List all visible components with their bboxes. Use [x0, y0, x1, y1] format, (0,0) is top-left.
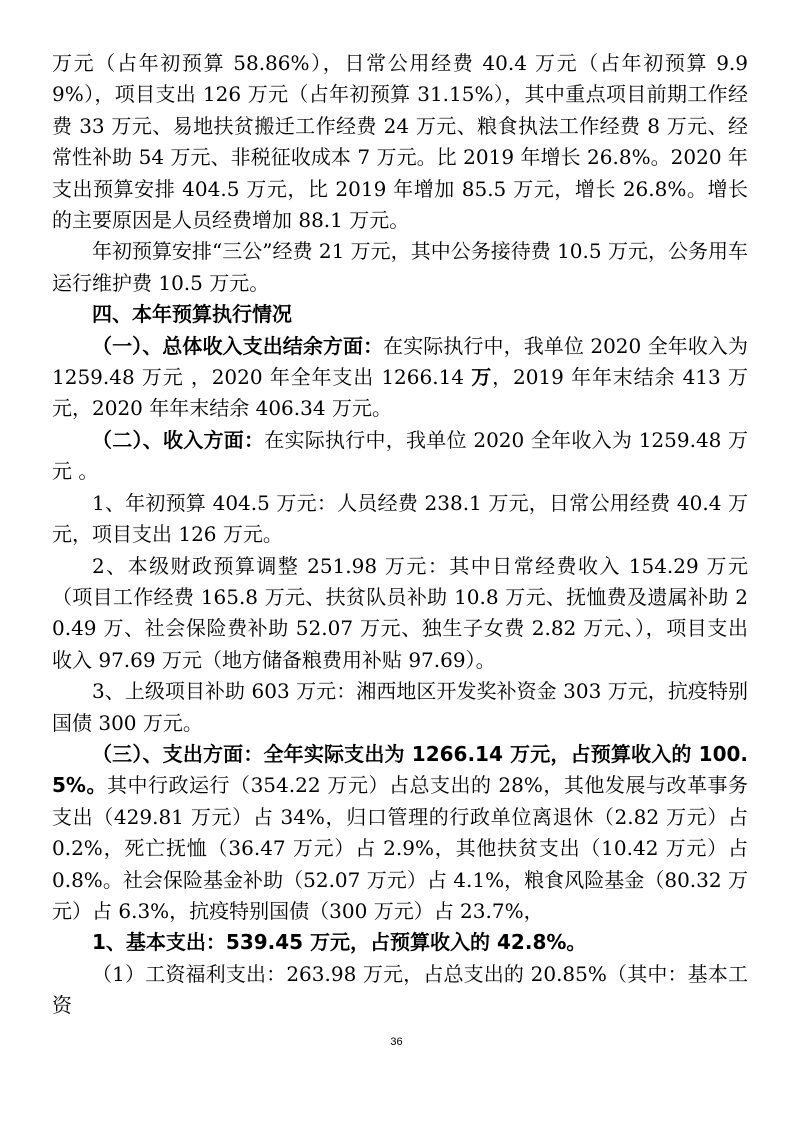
subsection-label-income: （二）、收入方面： — [92, 427, 265, 452]
paragraph-wage-welfare: （1）工资福利支出：263.98 万元，占总支出的 20.85%（其中：基本工资 — [52, 961, 748, 1018]
subsection-label-expenditure: （三）、支出方面：全年实际支出为 1266.14 万元，占预算收入的 100.5%。 — [52, 741, 748, 798]
paragraph-income-item-2: 2、本级财政预算调整 251.98 万元：其中日常经费收入 154.29 万元（项目工作经费 165.8 万元、扶贫队员补助 10.8 万元、抚恤费及遗属补助 20.49 万、社会保险费补助 52.07 万元、独生子女费 2.82 万元、），项目支出收入 97.69 万元（地方储备粮费用补贴 97.69）。 — [52, 553, 748, 672]
paragraph-overall-balance — [52, 331, 748, 425]
paragraph-income-item-3: 3、上级项目补助 603 万元：湘西地区开发奖补资金 303 万元，抗疫特别国债 300 万元。 — [52, 679, 748, 735]
overall-text-b: ，2019 年年末结余 413 万元，2020 年年末结余 406.34 万元。 — [52, 365, 748, 421]
paragraph-income — [52, 425, 748, 488]
heading-basic-expenditure: 1、基本支出：539.45 万元，占预算收入的 42.8%。 — [92, 930, 587, 955]
income-text: 在实际执行中，我单位 2020 全年收入为 1259.48 万元 。 — [52, 427, 749, 484]
page-number: 36 — [390, 1036, 403, 1048]
document-body — [52, 48, 748, 1022]
paragraph-expenditure — [52, 739, 748, 927]
paragraph-income-item-1: 1、年初预算 404.5 万元：人员经费 238.1 万元，日常公用经费 40.4 万元，项目支出 126 万元。 — [52, 490, 748, 547]
subsection-label-overall: （一）、总体收入支出结余方面： — [92, 333, 384, 358]
overall-text-a: 在实际执行中，我单位 2020 全年收入为 1259.48 万元 ，2020 年全年支出 1266.14 — [52, 333, 748, 390]
paragraph-budget-breakdown: 万元（占年初预算 58.86%），日常公用经费 40.4 万元（占年初预算 9.99%），项目支出 126 万元（占年初预算 31.15%），其中重点项目前期工作经费 33 万元、易地扶贫搬迁工作经费 24 万元、粮食执法工作经费 8 万元、经常性补助 54 万元、非税征收成本 7 万元。比 2019 年增长 26.8%。2020 年支出预算安排 404.5 万元，比 2019 年增加 85.5 万元，增长 26.8%。增长的主要原因是人员经费增加 88.1 万元。 — [52, 51, 748, 233]
paragraph-three-public-expenses: 年初预算安排“三公”经费 21 万元，其中公务接待费 10.5 万元，公务用车运行维护费 10.5 万元。 — [52, 239, 748, 295]
expenditure-text: 其中行政运行（354.22 万元）占总支出的 28%，其他发展与改革事务支出（429.81 万元）占 34%，归口管理的行政单位离退休（2.82 万元）占 0.2%，死亡抚恤（36.47 万元）占 2.9%，其他扶贫支出（10.42 万元）占 0.8%。社会保险基金补助（52.07 万元）占 4.1%，粮食风险基金（80.32 万元）占 6.3%，抗疫特别国债（300 万元）占 23.7%， — [52, 773, 748, 923]
overall-text-bold: 万 — [471, 365, 493, 390]
section-heading-budget-execution: 四、本年预算执行情况 — [92, 302, 292, 327]
